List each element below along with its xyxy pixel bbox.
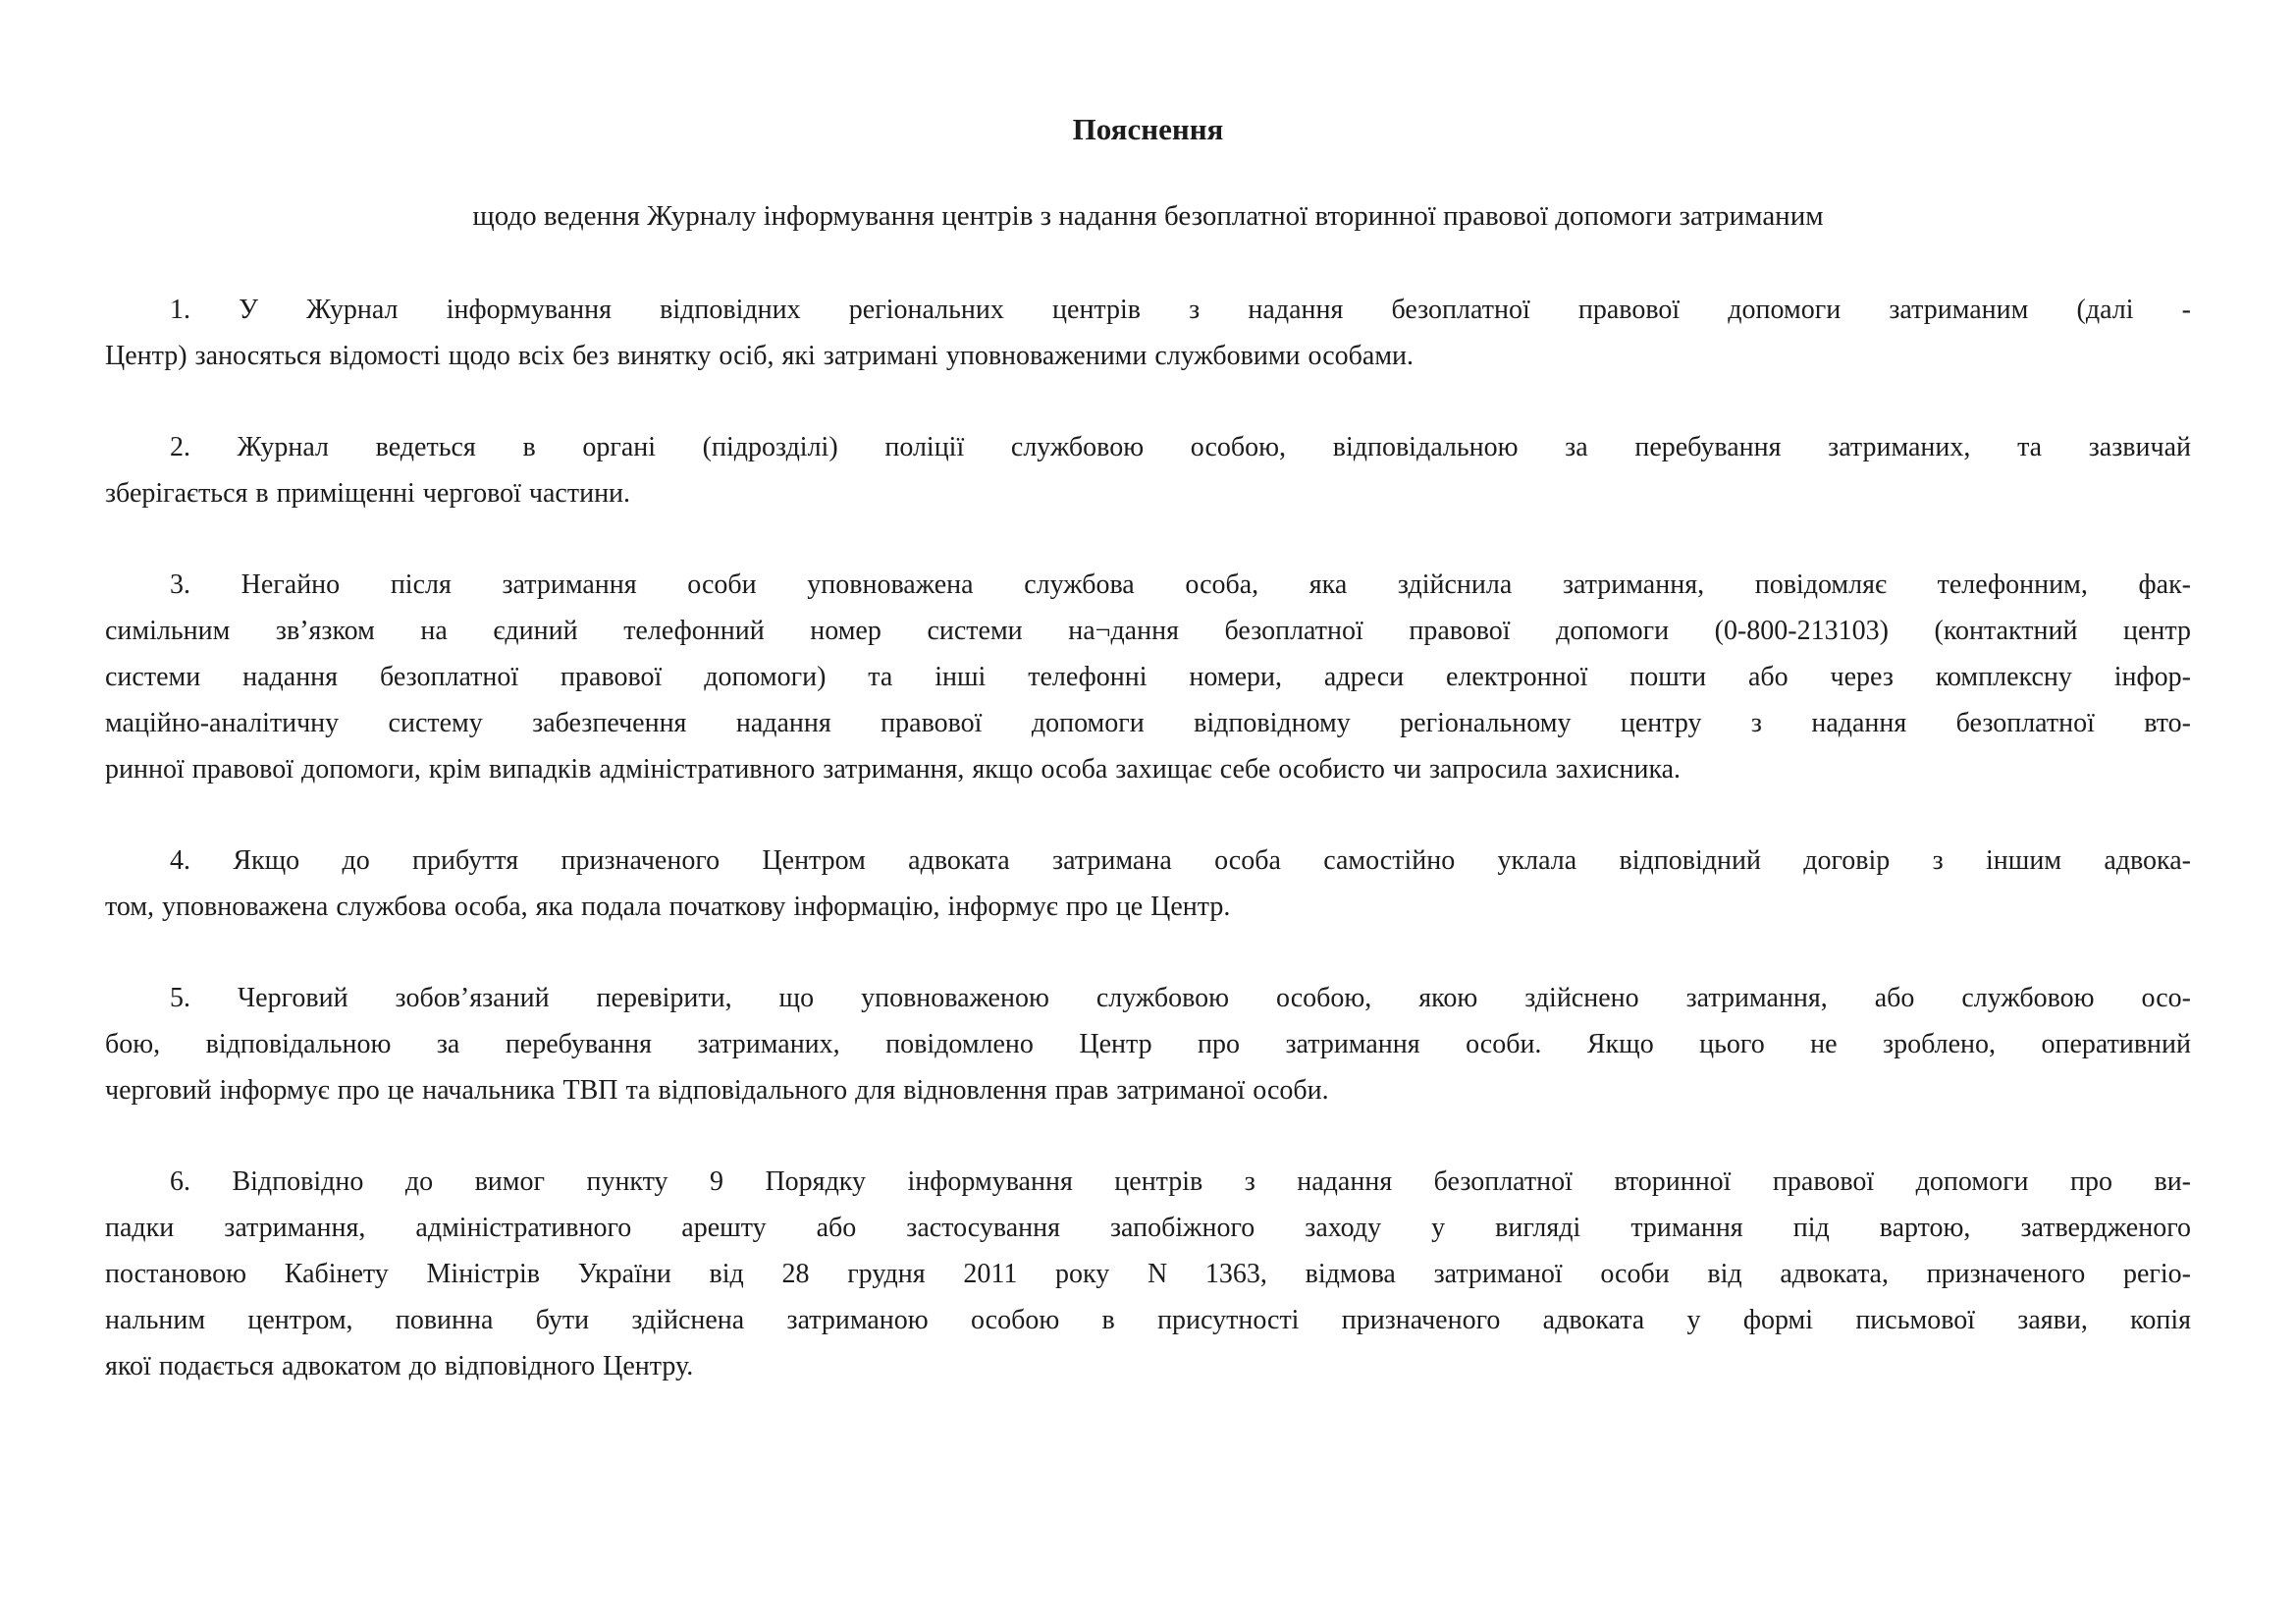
paragraph-line: падки затримання, адміністративного арешту або застосування запобіжного заходу у вигляді тримання під вартою, затвердженого xyxy=(105,1213,2191,1243)
paragraph-line: 1. У Журнал інформування відповідних регіональних центрів з надання безоплатної правової допомоги затриманим (далі - xyxy=(170,295,2191,325)
paragraph-line: маційно-аналітичну систему забезпечення надання правової допомоги відповідному регіональному центру з надання безоплатної вто- xyxy=(105,708,2191,738)
paragraph-line: постановою Кабінету Міністрів України від 28 грудня 2011 року N 1363, відмова затриманої особи від адвоката, призначеного регіо- xyxy=(105,1259,2191,1289)
paragraph-line: 6. Відповідно до вимог пункту 9 Порядку інформування центрів з надання безоплатної вторинної правової допомоги про ви- xyxy=(170,1166,2191,1197)
paragraph-line: системи надання безоплатної правової допомоги) та інші телефонні номери, адреси електронної пошти або через комплексну інфор- xyxy=(105,662,2191,692)
paragraph-line: том, уповноважена службова особа, яка подала початкову інформацію, інформує про це Центр. xyxy=(105,892,1231,922)
paragraph-line: ринної правової допомоги, крім випадків адміністративного затримання, якщо особа захищає себе особисто чи запросила захисника. xyxy=(105,754,1682,785)
paragraph xyxy=(105,838,2191,930)
paragraph-line: 5. Черговий зобов’язаний перевірити, що уповноваженою службовою особою, якою здійснено затримання, або службовою осо- xyxy=(170,983,2191,1013)
paragraph xyxy=(105,562,2191,792)
paragraph-line: черговий інформує про це начальника ТВП та відповідального для відновлення прав затриманої особи. xyxy=(105,1075,1329,1106)
paragraph xyxy=(105,975,2191,1113)
document-body xyxy=(105,287,2191,1389)
paragraph-line: 4. Якщо до прибуття призначеного Центром адвоката затримана особа самостійно уклала відповідний договір з іншим адвока- xyxy=(170,845,2191,876)
paragraph-line: 3. Негайно після затримання особи уповноважена службова особа, яка здійснила затримання, повідомляє телефонним, фак- xyxy=(170,569,2191,600)
paragraph-line: бою, відповідальною за перебування затриманих, повідомлено Центр про затримання особи. Якщо цього не зроблено, оперативний xyxy=(105,1029,2191,1059)
document-title: Пояснення xyxy=(1072,112,1224,146)
paragraph-line: нальним центром, повинна бути здійснена затриманою особою в присутності призначеного адвоката у формі письмової заяви, копія xyxy=(105,1305,2191,1335)
document-subtitle: щодо ведення Журналу інформування центрів з надання безоплатної вторинної правової допомоги затриманим xyxy=(472,200,1824,232)
paragraph xyxy=(105,287,2191,379)
paragraph xyxy=(105,1159,2191,1389)
paragraph-line: симільним зв’язком на єдиний телефонний номер системи на¬дання безоплатної правової допомоги (0-800-213103) (контактний центр xyxy=(105,616,2191,646)
paragraph xyxy=(105,424,2191,516)
paragraph-line: 2. Журнал ведеться в органі (підрозділі) поліції службовою особою, відповідальною за перебування затриманих, та зазвичай xyxy=(170,432,2191,462)
paragraph-line: якої подається адвокатом до відповідного Центру. xyxy=(105,1351,694,1381)
paragraph-line: зберігається в приміщенні чергової частини. xyxy=(105,478,631,509)
paragraph-line: Центр) заносяться відомості щодо всіх без винятку осіб, які затримані уповноваженими службовими особами. xyxy=(105,341,1415,371)
